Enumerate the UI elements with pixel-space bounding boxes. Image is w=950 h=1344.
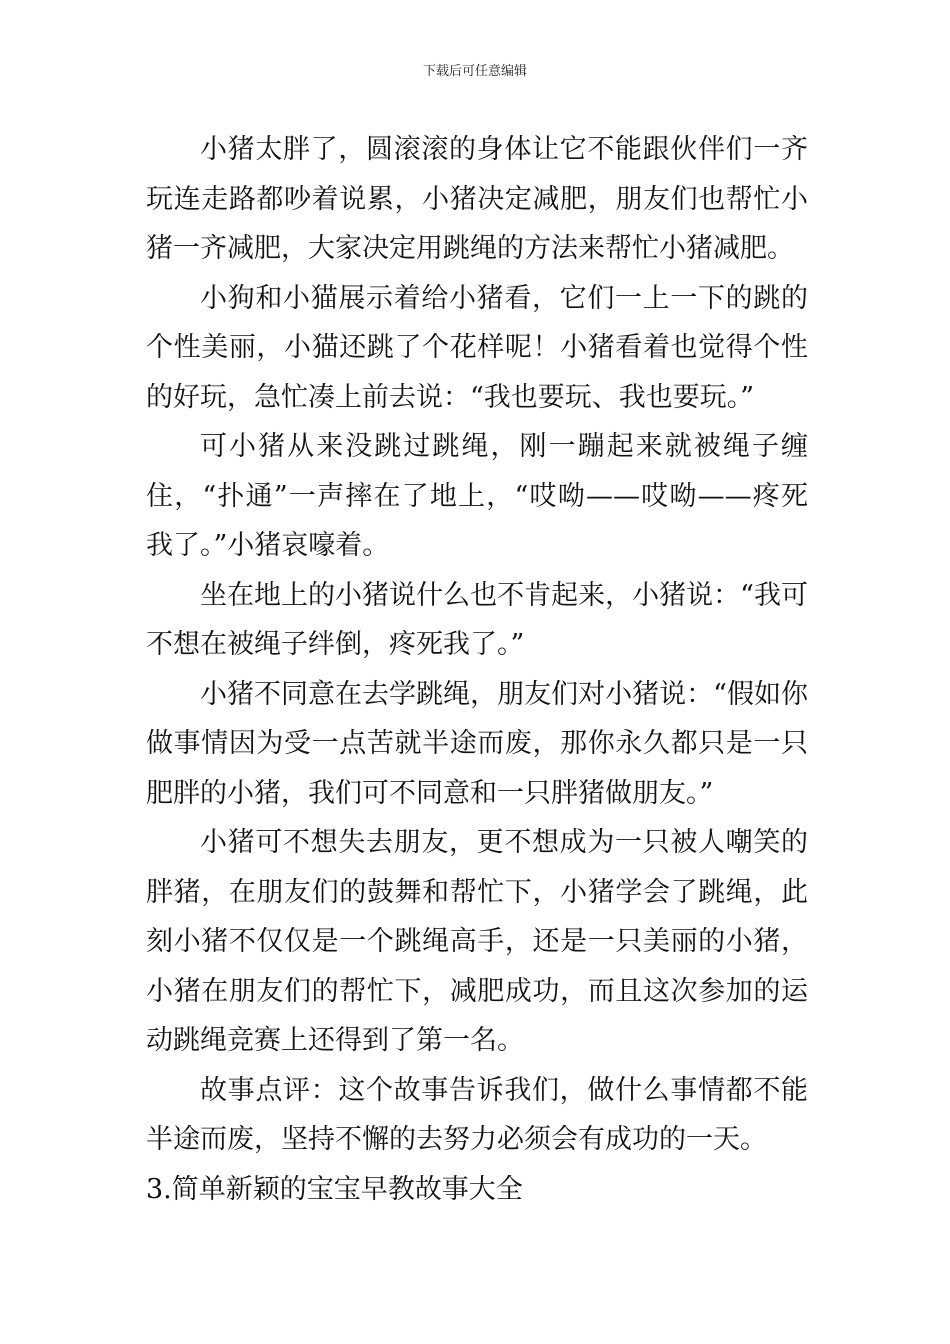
paragraph: 可小猪从来没跳过跳绳，刚一蹦起来就被绳子缠住，“扑通”一声摔在了地上，“哎呦——哎呦——疼死我了。”小猪哀嚎着。 (146, 431, 808, 561)
paragraph: 小猪太胖了，圆滚滚的身体让它不能跟伙伴们一齐玩连走路都吵着说累，小猪决定减肥，朋友们也帮忙小猪一齐减肥，大家决定用跳绳的方法来帮忙小猪减肥。 (146, 134, 808, 264)
paragraph: 小猪不同意在去学跳绳，朋友们对小猪说：“假如你做事情因为受一点苦就半途而废，那你永久都只是一只肥胖的小猪，我们可不同意和一只胖猪做朋友。” (146, 678, 808, 809)
story-comment-paragraph: 故事点评：这个故事告诉我们，做什么事情都不能半途而废，坚持不懈的去努力必须会有成功的一天。 (146, 1074, 808, 1155)
paragraph: 小狗和小猫展示着给小猪看，它们一上一下的跳的个性美丽，小猫还跳了个花样呢！小猪看着也觉得个性的好玩，急忙凑上前去说：“我也要玩、我也要玩。” (146, 282, 808, 413)
paragraph: 小猪可不想失去朋友，更不想成为一只被人嘲笑的胖猪，在朋友们的鼓舞和帮忙下，小猪学会了跳绳，此刻小猪不仅仅是一个跳绳高手，还是一只美丽的小猪，小猪在朋友们的帮忙下，减肥成功，而且这次参加的运动跳绳竞赛上还得到了第一名。 (146, 827, 808, 1056)
section-heading: 3.简单新颖的宝宝早教故事大全 (146, 1173, 523, 1205)
paragraph: 坐在地上的小猪说什么也不肯起来，小猪说：“我可不想在被绳子绊倒，疼死我了。” (146, 579, 808, 660)
document-body (146, 125, 808, 1214)
page-header: 下载后可任意编辑 (422, 64, 527, 79)
